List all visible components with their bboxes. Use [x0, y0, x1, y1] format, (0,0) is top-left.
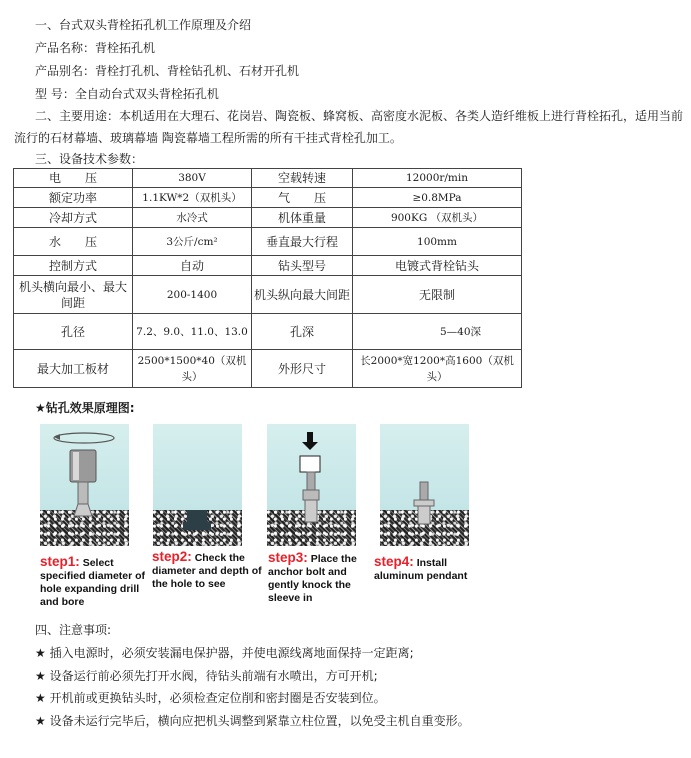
- spec-cell: 水 压: [14, 228, 133, 256]
- spec-heading: 三、设备技术参数：: [35, 152, 144, 166]
- step1-label: step1: Select specified diameter of hole expanding drill and bore: [40, 554, 146, 608]
- spec-cell: 控制方式: [14, 256, 133, 276]
- spec-cell: 380V: [133, 169, 252, 188]
- spec-cell: 100mm: [353, 228, 522, 256]
- table-row: [14, 276, 522, 314]
- table-row: [14, 314, 522, 350]
- aluminum-pendant-icon: [380, 424, 469, 546]
- spec-cell: 电镀式背栓钻头: [353, 256, 522, 276]
- spec-cell: 200-1400: [133, 276, 252, 314]
- spec-cell: 900KG （双机头）: [353, 208, 522, 228]
- spec-cell: ≥0.8MPa: [353, 188, 522, 208]
- spec-cell: 水冷式: [133, 208, 252, 228]
- spec-cell: 12000r/min: [353, 169, 522, 188]
- spec-cell: 1.1KW*2（双机头）: [133, 188, 252, 208]
- product-model: 型 号：全自动台式双头背栓拓孔机: [35, 87, 219, 101]
- anchor-bolt-icon: [267, 424, 356, 546]
- table-row: [14, 228, 522, 256]
- spec-cell: 额定功率: [14, 188, 133, 208]
- spec-cell: 孔径: [14, 314, 133, 350]
- spec-cell: 长2000*宽1200*高1600（双机头）: [353, 350, 522, 388]
- usage-paragraph: 二、主要用途：本机适用在大理石、花岗岩、陶瓷板、蜂窝板、高密度水泥板、各类人造纤维板上进行背栓拓孔，适用当前流行的石材幕墙、玻璃幕墙 陶瓷幕墙工程所需的所有干挂式背栓孔加工。: [14, 109, 684, 145]
- spec-cell: 3公斤/cm²: [133, 228, 252, 256]
- spec-cell: 7.2、9.0、11.0、13.0: [133, 314, 252, 350]
- spec-cell: 无限制: [353, 276, 522, 314]
- step2-label: step2: Check the diameter and depth of the hole to see: [152, 549, 262, 590]
- drill-bit-rotating-icon: [40, 424, 129, 546]
- note-item: ★ 插入电源时，必须安装漏电保护器，并使电源线离地面保持一定距离;: [35, 646, 414, 660]
- diagram-title: ★钻孔效果原理图:: [35, 401, 135, 415]
- product-name: 产品名称：背栓拓孔机: [35, 41, 156, 55]
- step3-label: step3: Place the anchor bolt and gently knock the sleeve in: [268, 550, 357, 604]
- spec-cell: 机体重量: [252, 208, 353, 228]
- spec-cell: 钻头型号: [252, 256, 353, 276]
- step4-illustration: [380, 424, 469, 546]
- notes-heading: 四、注意事项:: [35, 623, 112, 637]
- table-row: [14, 256, 522, 276]
- spec-cell: 孔深: [252, 314, 353, 350]
- spec-cell: 机头横向最小、最大间距: [14, 276, 133, 314]
- spec-cell: 外形尺寸: [252, 350, 353, 388]
- table-row: [14, 169, 522, 188]
- spec-cell: 空载转速: [252, 169, 353, 188]
- note-item: ★ 设备未运行完毕后，横向应把机头调整到紧靠立柱位置，以免受主机自重变形。: [35, 714, 470, 728]
- spec-cell: 冷却方式: [14, 208, 133, 228]
- spec-table: [13, 168, 522, 388]
- spec-cell: 垂直最大行程: [252, 228, 353, 256]
- table-row: [14, 188, 522, 208]
- note-item: ★ 设备运行前必须先打开水阀，待钻头前端有水喷出，方可开机;: [35, 669, 378, 683]
- step2-illustration: [153, 424, 242, 546]
- spec-cell: 电 压: [14, 169, 133, 188]
- table-row: [14, 208, 522, 228]
- spec-cell: 2500*1500*40（双机头）: [133, 350, 252, 388]
- step4-label: step4: Install aluminum pendant: [374, 554, 468, 582]
- spec-cell: 最大加工板材: [14, 350, 133, 388]
- spec-cell: 自动: [133, 256, 252, 276]
- note-item: ★ 开机前或更换钻头时，必须检查定位削和密封圈是否安装到位。: [35, 691, 386, 705]
- step1-illustration: [40, 424, 129, 546]
- table-row: [14, 350, 522, 388]
- spec-cell: 5—40深: [353, 314, 522, 350]
- spec-cell: 机头纵向最大间距: [252, 276, 353, 314]
- bored-hole-icon: [153, 424, 242, 546]
- step3-illustration: [267, 424, 356, 546]
- spec-cell: 气 压: [252, 188, 353, 208]
- product-alias: 产品别名：背栓打孔机、背栓钻孔机、石材开孔机: [35, 64, 300, 78]
- section-1-heading: 一、台式双头背栓拓孔机工作原理及介绍: [35, 18, 252, 32]
